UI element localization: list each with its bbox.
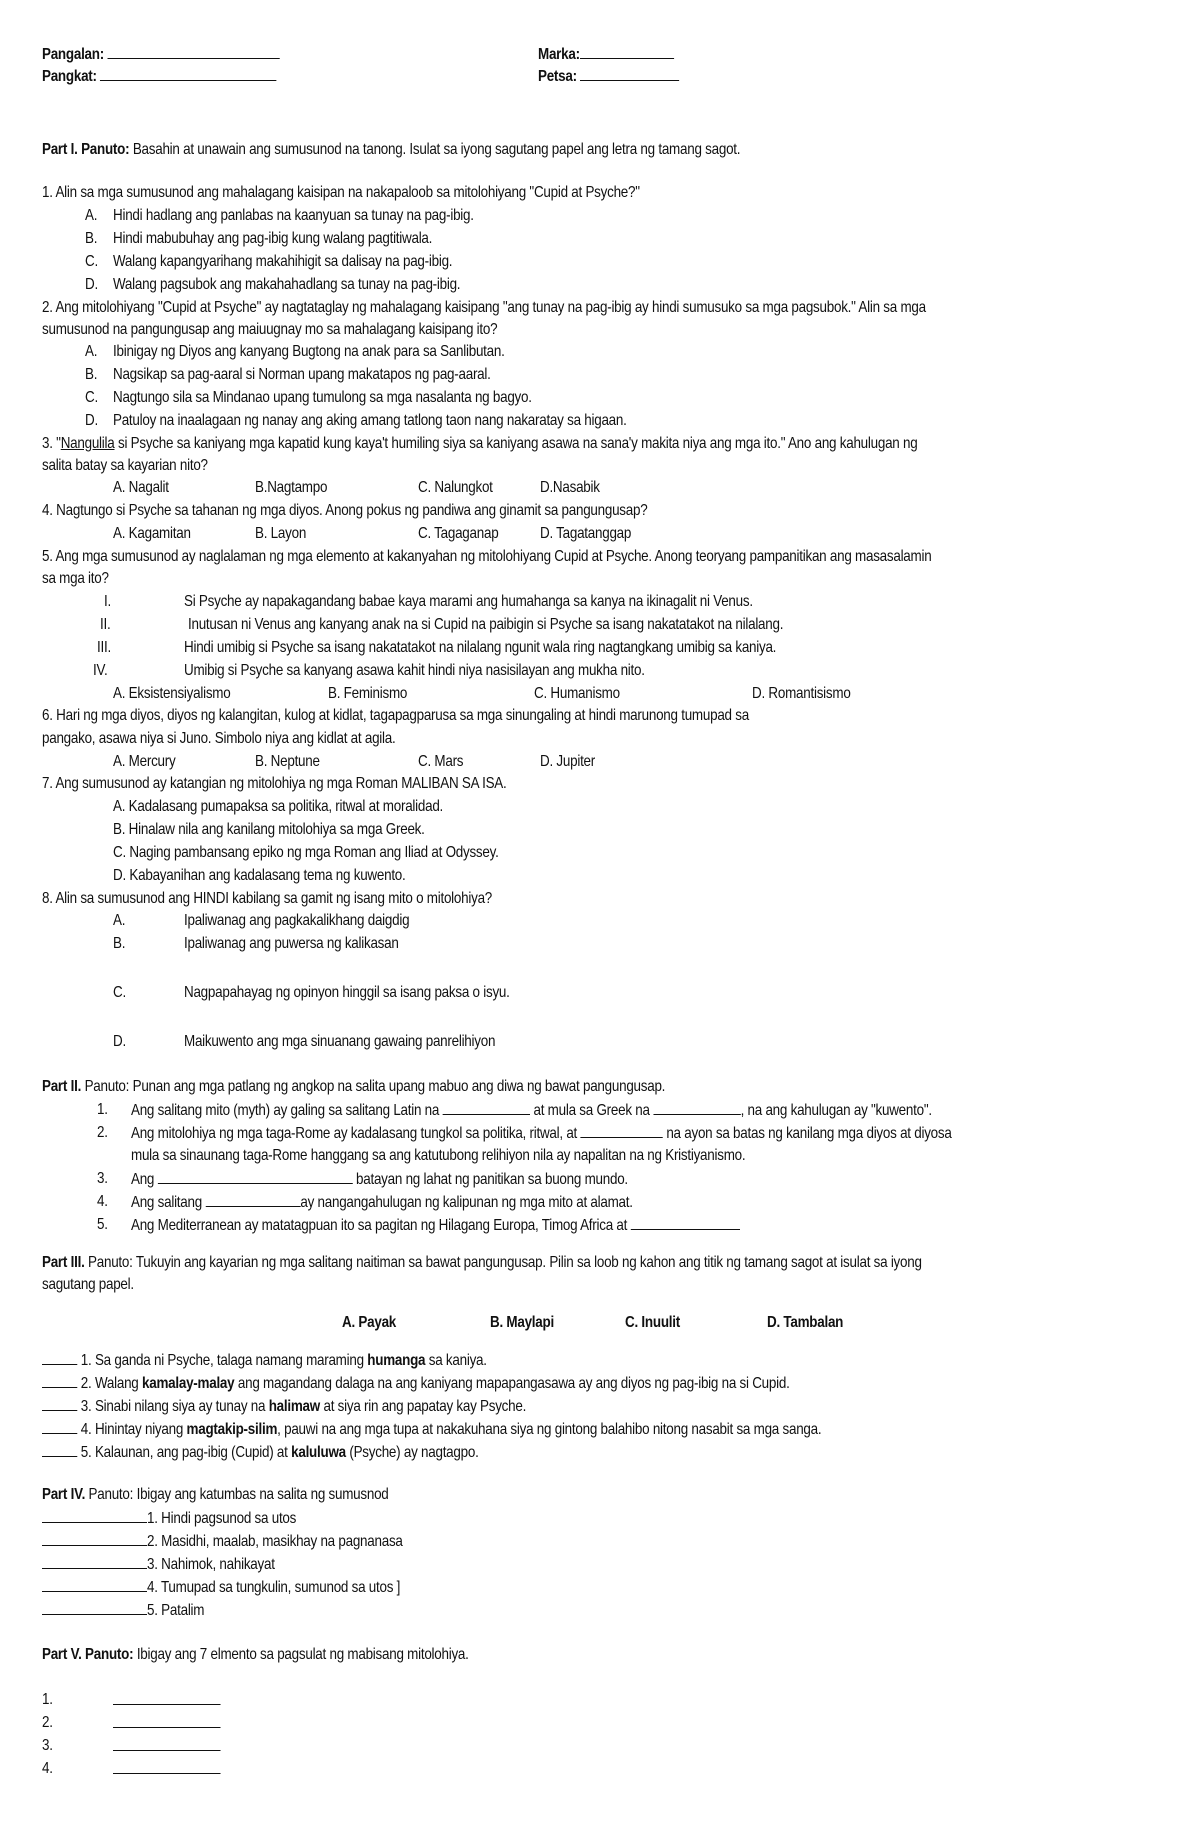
group-label: Pangkat: [42,68,97,85]
p4-item-3-text: 3. Nahimok, nahikayat [147,1556,275,1573]
q8-letter-b: B. [113,935,126,952]
p4-item-4-text: 4. Tumupad sa tungkulin, sumunod sa utos ] [147,1579,401,1596]
part2-instruction: Panuto: Punan ang mga patlang ng angkop na salita upang mabuo ang diwa ng bawat pangungusap. [84,1078,666,1095]
q5-numeral-4: IV. [93,662,108,679]
q1-option-b[interactable]: Hindi mabubuhay ang pag-ibig kung walang pagtitiwala. [113,230,433,247]
p4-item-1-text: 1. Hindi pagsunod sa utos [147,1510,297,1527]
part3-title: Part III. [42,1254,85,1271]
q8-option-c[interactable]: Nagpapahayag ng opinyon hinggil sa isang paksa o isyu. [184,984,510,1001]
p3-item-2-bold: kamalay-malay [142,1375,235,1392]
q1-text: 1. Alin sa mga sumusunod ang mahalagang kaisipan na nakapaloob sa mitolohiyang "Cupid at Psyche?" [42,184,640,201]
p3-item-2 [42,1373,790,1394]
q1-letter-c: C. [85,253,98,270]
p4-item-2-text: 2. Masidhi, maalab, masikhay na pagnanasa [147,1533,403,1550]
q3-option-c[interactable]: C. Nalungkot [418,479,493,496]
q5-line1: 5. Ang mga sumusunod ay naglalaman ng mga elemento at kakanyahan ng mitolohiyang Cupid at Psyche. Anong teoryang pampanitikan ang masasalamin [42,548,932,565]
p2-item-5 [131,1215,740,1236]
score-label: Marka: [538,46,580,63]
p4-item-5-text: 5. Patalim [147,1602,205,1619]
q3-underlined-word: Nangulila [60,435,115,452]
p3-item-3 [42,1396,526,1417]
date-blank[interactable] [580,66,679,81]
p3-item-2-post: ang magandang dalaga na ang kaniyang mapapangasawa ay ang diyos ng pag-ibig na si Cupid. [234,1375,790,1392]
p4-item-5 [42,1600,204,1621]
q6-line1: 6. Hari ng mga diyos, diyos ng kalangitan, kulog at kidlat, tagapagparusa sa mga sinungaling at hindi marunong tumupad sa [42,707,749,724]
q2-letter-d: D. [85,412,98,429]
p2-num-1: 1. [97,1101,108,1118]
p3-answer-blank-3[interactable] [42,1396,77,1411]
p5-answer-blank-2[interactable] [113,1713,221,1728]
q8-letter-c: C. [113,984,126,1001]
part5-header [42,1645,469,1665]
p3-item-1-bold: humanga [367,1352,426,1369]
part3-header [42,1253,922,1273]
q5-numeral-1: I. [104,593,111,610]
q6-option-d[interactable]: D. Jupiter [540,753,596,770]
q5-statement-3: Hindi umibig si Psyche sa isang nakatatakot na nilalang ngunit wala ring nagtangkang umibig sa kaniya. [184,639,777,656]
p2-num-2: 2. [97,1124,108,1141]
part4-instruction: Panuto: Ibigay ang katumbas na salita ng sumusnod [88,1486,389,1503]
q7-option-d[interactable]: D. Kabayanihan ang kadalasang tema ng kuwento. [113,867,406,884]
p5-num-2: 2. [42,1714,53,1731]
q4-option-c[interactable]: C. Tagaganap [418,525,499,542]
part1-title: Part I. Panuto: [42,141,130,158]
p3-item-3-post: at siya rin ang papatay kay Psyche. [319,1398,527,1415]
q5-statement-2: Inutusan ni Venus ang kanyang anak na si Cupid na paibigin si Psyche sa isang nakatatakot na nilalang. [188,616,784,633]
p3-item-5 [42,1442,479,1463]
q1-option-a[interactable]: Hindi hadlang ang panlabas na kaanyuan sa tunay na pag-ibig. [113,207,474,224]
q3-line1 [42,434,917,454]
p3-choice-d: D. Tambalan [767,1314,844,1331]
p3-answer-blank-2[interactable] [42,1373,77,1388]
p5-line-1 [113,1690,221,1711]
part4-header [42,1485,389,1505]
part4-title: Part IV. [42,1486,86,1503]
p4-answer-blank-2[interactable] [42,1531,147,1546]
p4-answer-blank-4[interactable] [42,1577,147,1592]
p2-item-2-line2: mula sa sinaunang taga-Rome hanggang sa ang katutubong relihiyon nila ay napalitan na ng Kristiyanismo. [131,1147,746,1164]
q5-numeral-3: III. [97,639,111,656]
q2-line2: sumusunod na pangungusap ang maiuugnay mo sa mahalagang kaisipang ito? [42,321,498,338]
q2-option-c[interactable]: Nagtungo sila sa Mindanao upang tumulong sa mga nasalanta ng bagyo. [113,389,532,406]
p2-num-5: 5. [97,1216,108,1233]
p2-num-3: 3. [97,1170,108,1187]
q5-option-b[interactable]: B. Feminismo [328,685,408,702]
q4-option-d[interactable]: D. Tagatanggap [540,525,632,542]
p5-line-2 [113,1713,221,1734]
part1-instruction: Basahin at unawain ang sumusunod na tanong. Isulat sa iyong sagutang papel ang letra ng tamang sagot. [132,141,741,158]
q2-letter-a: A. [85,343,98,360]
p5-answer-blank-4[interactable] [113,1759,221,1774]
name-field [42,44,280,65]
q1-letter-b: B. [85,230,98,247]
q2-option-a[interactable]: Ibinigay ng Diyos ang kanyang Bugtong na anak para sa Sanlibutan. [113,343,505,360]
name-blank[interactable] [107,44,279,59]
p3-item-2-pre: 2. Walang [80,1375,143,1392]
p2-item-4 [131,1192,633,1213]
part5-instruction: Ibigay ang 7 elmento sa pagsulat ng mabisang mitolohiya. [136,1646,469,1663]
p3-item-5-bold: kaluluwa [291,1444,346,1461]
q8-letter-a: A. [113,912,126,929]
q3-option-b[interactable]: B.Nagtampo [255,479,328,496]
score-blank[interactable] [580,44,674,59]
p2-item-2-text-b: na ayon sa batas ng kanilang mga diyos at diyosa [666,1125,952,1142]
q1-letter-d: D. [85,276,98,293]
p3-answer-blank-4[interactable] [42,1419,77,1434]
p3-item-1-pre: 1. Sa ganda ni Psyche, talaga namang maraming [80,1352,368,1369]
p2-item-4-text-b: ay nangangahulugan ng kalipunan ng mga mito at alamat. [300,1194,633,1211]
p4-answer-blank-3[interactable] [42,1554,147,1569]
p5-num-4: 4. [42,1760,53,1777]
q2-option-b[interactable]: Nagsikap sa pag-aaral si Norman upang makatapos ng pag-aaral. [113,366,491,383]
p2-item-3-blank[interactable] [158,1169,353,1184]
part3-instruction-1: Panuto: Tukuyin ang kayarian ng mga salitang naitiman sa bawat pangungusap. Pilin sa loob ng kahon ang titik ng tamang sagot at isulat sa iyong [88,1254,922,1271]
q6-option-b[interactable]: B. Neptune [255,753,320,770]
p3-item-4-pre: 4. Hinintay niyang [80,1421,187,1438]
group-field [42,66,277,87]
q8-option-b[interactable]: Ipaliwanag ang puwersa ng kalikasan [184,935,399,952]
part5-title: Part V. Panuto: [42,1646,134,1663]
p3-item-1 [42,1350,487,1371]
p3-answer-blank-5[interactable] [42,1442,77,1457]
p2-num-4: 4. [97,1193,108,1210]
date-label: Petsa: [538,68,577,85]
p5-line-3 [113,1736,221,1757]
q8-option-a[interactable]: Ipaliwanag ang pagkakalikhang daigdig [184,912,410,929]
p2-item-1 [131,1100,932,1121]
p5-num-3: 3. [42,1737,53,1754]
date-field [538,66,679,87]
p2-item-2-text-a: Ang mitolohiya ng mga taga-Rome ay kadalasang tungkol sa politika, ritwal, at [131,1125,578,1142]
q5-statement-4: Umibig si Psyche sa kanyang asawa kahit hindi niya nasisilayan ang mukha nito. [184,662,645,679]
q6-option-a[interactable]: A. Mercury [113,753,176,770]
p2-item-1-text-c: , na ang kahulugan ay "kuwento". [740,1102,932,1119]
p2-item-3-text-a: Ang [131,1171,155,1188]
q4-text: 4. Nagtungo si Psyche sa tahanan ng mga diyos. Anong pokus ng pandiwa ang ginamit sa pangungusap? [42,502,648,519]
p2-item-4-blank[interactable] [205,1192,300,1207]
p2-item-1-blank-2[interactable] [653,1100,740,1115]
q3-option-a[interactable]: A. Nagalit [113,479,169,496]
p5-line-4 [113,1759,221,1780]
part3-instruction-2: sagutang papel. [42,1276,134,1293]
p5-num-1: 1. [42,1691,53,1708]
p4-item-2 [42,1531,403,1552]
q7-text: 7. Ang sumusunod ay katangian ng mitolohiya ng mga Roman MALIBAN SA ISA. [42,775,507,792]
q2-line1: 2. Ang mitolohiyang "Cupid at Psyche" ay nagtataglay ng mahalagang kaisipang "ang tunay na pag-ibig ay hindi sumusuko sa mga pagsubok." Alin sa mga [42,299,926,316]
name-label: Pangalan: [42,46,104,63]
p3-item-3-bold: halimaw [268,1398,320,1415]
p2-item-1-text-b: at mula sa Greek na [533,1102,650,1119]
p2-item-5-blank[interactable] [631,1215,740,1230]
q5-option-a[interactable]: A. Eksistensiyalismo [113,685,231,702]
q5-option-c[interactable]: C. Humanismo [534,685,620,702]
p2-item-1-text-a: Ang salitang mito (myth) ay galing sa salitang Latin na [131,1102,440,1119]
p4-item-4 [42,1577,400,1598]
p3-choice-a: A. Payak [342,1314,397,1331]
p2-item-2 [131,1123,952,1144]
q3-rest: si Psyche sa kaniyang mga kapatid kung kaya't humiling siya sa kaniyang asawa na sana'y makita niya ang mga ito." Ano ang kahulugan ng [114,435,918,452]
p3-choice-c: C. Inuulit [625,1314,680,1331]
p3-choice-b: B. Maylapi [490,1314,554,1331]
q5-line2: sa mga ito? [42,570,109,587]
p4-item-1 [42,1508,296,1529]
q2-option-d[interactable]: Patuloy na inaalagaan ng nanay ang aking amang tatlong taon nang nakaratay sa higaan. [113,412,627,429]
q6-option-c[interactable]: C. Mars [418,753,464,770]
part2-title: Part II. [42,1078,82,1095]
p3-item-5-post: (Psyche) ay nagtagpo. [345,1444,479,1461]
q3-line2: salita batay sa kayarian nito? [42,457,208,474]
q5-statement-1: Si Psyche ay napakagandang babae kaya marami ang humahanga sa kanya na ikinagalit ni Venus. [184,593,753,610]
p2-item-1-blank-1[interactable] [443,1100,530,1115]
q1-letter-a: A. [85,207,98,224]
p2-item-5-text-a: Ang Mediterranean ay matatagpuan ito sa pagitan ng Hilagang Europa, Timog Africa at [131,1217,628,1234]
p5-answer-blank-3[interactable] [113,1736,221,1751]
p4-item-3 [42,1554,275,1575]
group-blank[interactable] [100,66,276,81]
q2-letter-b: B. [85,366,98,383]
part1-header [42,140,740,160]
q5-numeral-2: II. [100,616,111,633]
q6-line2: pangako, asawa niya si Juno. Simbolo niya ang kidlat at agila. [42,730,396,747]
q7-option-a[interactable]: A. Kadalasang pumapaksa sa politika, ritwal at moralidad. [113,798,444,815]
q2-letter-c: C. [85,389,98,406]
q4-option-a[interactable]: A. Kagamitan [113,525,191,542]
p2-item-4-text-a: Ang salitang [131,1194,202,1211]
q8-option-d[interactable]: Maikuwento ang mga sinuanang gawaing panrelihiyon [184,1033,496,1050]
q5-option-d[interactable]: D. Romantisismo [752,685,851,702]
p3-item-4-bold: magtakip-silim [186,1421,278,1438]
q3-option-d[interactable]: D.Nasabik [540,479,600,496]
p3-item-3-pre: 3. Sinabi nilang siya ay tunay na [80,1398,269,1415]
q8-text: 8. Alin sa sumusunod ang HINDI kabilang sa gamit ng isang mito o mitolohiya? [42,890,493,907]
p3-item-5-pre: 5. Kalaunan, ang pag-ibig (Cupid) at [80,1444,292,1461]
p2-item-2-blank[interactable] [581,1123,663,1138]
q7-option-b[interactable]: B. Hinalaw nila ang kanilang mitolohiya sa mga Greek. [113,821,425,838]
p3-answer-blank-1[interactable] [42,1350,77,1365]
p3-item-4-post: , pauwi na ang mga tupa at nakakuhana siya ng gintong balahibo nitong nasabit sa mga sanga. [277,1421,822,1438]
q1-option-d[interactable]: Walang pagsubok ang makahahadlang sa tunay na pag-ibig. [113,276,461,293]
p2-item-3 [131,1169,628,1190]
part2-header [42,1077,665,1097]
q3-prefix: 3. " [42,435,61,452]
q8-letter-d: D. [113,1033,126,1050]
p3-item-1-post: sa kaniya. [425,1352,487,1369]
p2-item-3-text-b: batayan ng lahat ng panitikan sa buong mundo. [356,1171,628,1188]
q7-option-c[interactable]: C. Naging pambansang epiko ng mga Roman ang Iliad at Odyssey. [113,844,499,861]
p5-answer-blank-1[interactable] [113,1690,221,1705]
q1-option-c[interactable]: Walang kapangyarihang makahihigit sa dalisay na pag-ibig. [113,253,453,270]
score-field [538,44,674,65]
p4-answer-blank-1[interactable] [42,1508,147,1523]
q4-option-b[interactable]: B. Layon [255,525,307,542]
p4-answer-blank-5[interactable] [42,1600,147,1615]
p3-item-4 [42,1419,821,1440]
